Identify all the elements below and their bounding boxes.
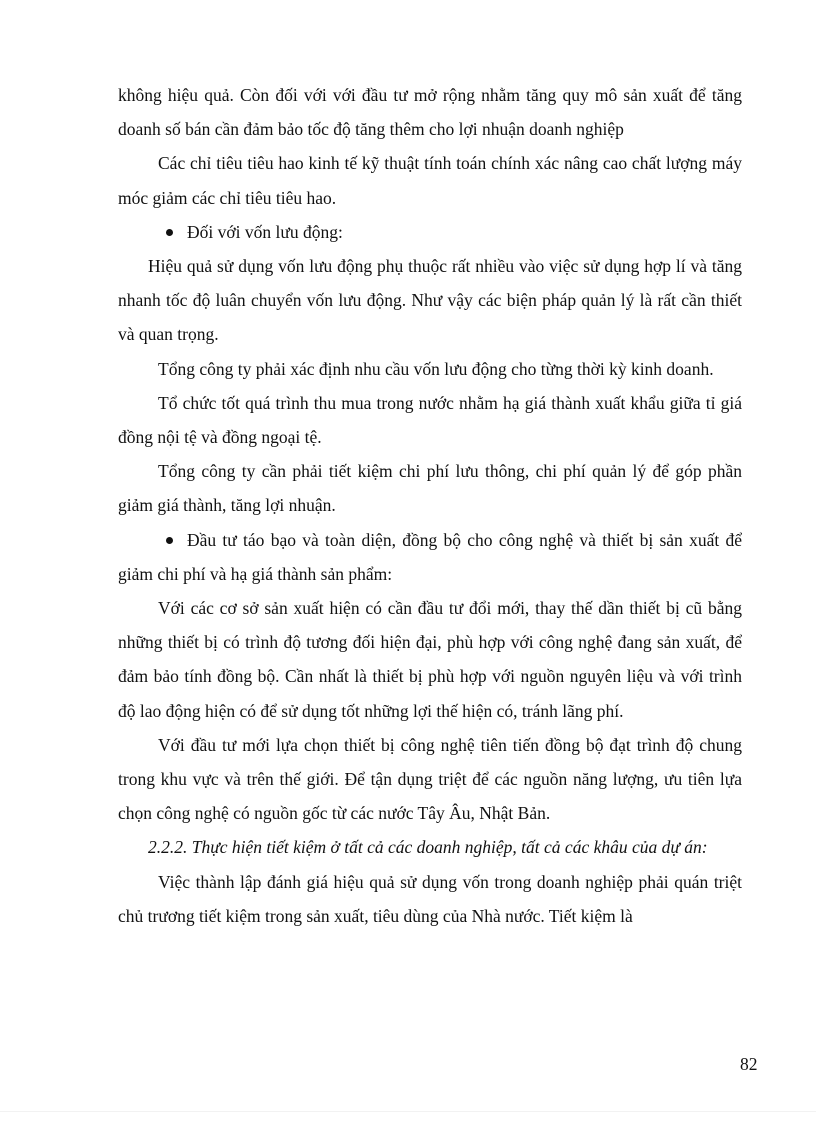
paragraph: Việc thành lập đánh giá hiệu quả sử dụng vốn trong doanh nghiệp phải quán triệt chủ trương tiết kiệm trong sản xuất, tiêu dùng của Nhà nước. Tiết kiệm là <box>118 871 742 926</box>
bullet-item <box>118 523 742 591</box>
paragraph: Các chỉ tiêu tiêu hao kinh tế kỹ thuật tính toán chính xác nâng cao chất lượng máy móc giảm các chỉ tiêu tiêu hao. <box>118 153 742 208</box>
paragraph: Tổng công ty phải xác định nhu cầu vốn lưu động cho từng thời kỳ kinh doanh. <box>158 358 714 379</box>
bullet-text: Đối với vốn lưu động: <box>187 221 343 242</box>
page-number: 82 <box>740 1054 758 1074</box>
paragraph: Với đầu tư mới lựa chọn thiết bị công nghệ tiên tiến đồng bộ đạt trình độ chung trong khu vực và trên thế giới. Để tận dụng triệt để các nguồn năng lượng, ưu tiên lựa chọn công nghệ có nguồn gốc từ các nước Tây Âu, Nhật Bản. <box>118 734 742 824</box>
section-heading: 2.2.2. Thực hiện tiết kiệm ở tất cả các doanh nghiệp, tất cả các khâu của dự án: <box>148 837 708 858</box>
paragraph: không hiệu quả. Còn đối với với đầu tư mở rộng nhằm tăng quy mô sản xuất để tăng doanh số bán cần đảm bảo tốc độ tăng thêm cho lợi nhuận doanh nghiệp <box>118 85 742 140</box>
paragraph: Với các cơ sở sản xuất hiện có cần đầu tư đổi mới, thay thế dần thiết bị cũ bằng những thiết bị có trình độ tương đối hiện đại, phù hợp với công nghệ đang sản xuất, để đảm bảo tính đồng bộ. Cần nhất là thiết bị phù hợp với nguồn nguyên liệu và với trình độ lao động hiện có để sử dụng tốt những lợi thế hiện có, tránh lãng phí. <box>118 598 742 721</box>
paragraph: Hiệu quả sử dụng vốn lưu động phụ thuộc rất nhiều vào việc sử dụng hợp lí và tăng nhanh tốc độ luân chuyển vốn lưu động. Như vậy các biện pháp quản lý là rất cần thiết và quan trọng. <box>118 256 742 345</box>
body-text <box>118 78 742 933</box>
bullet-item <box>118 215 742 249</box>
paragraph: Tổng công ty cần phải tiết kiệm chi phí lưu thông, chi phí quản lý để góp phần giảm giá thành, tăng lợi nhuận. <box>118 461 742 516</box>
paragraph: Tổ chức tốt quá trình thu mua trong nước nhằm hạ giá thành xuất khẩu giữa tỉ giá đồng nội tệ và đồng ngoại tệ. <box>118 392 742 448</box>
page-bottom-edge <box>0 1111 816 1112</box>
bullet-text: Đầu tư táo bạo và toàn diện, đồng bộ cho công nghệ và thiết bị sản xuất để giảm chi phí và hạ giá thành sản phẩm: <box>118 529 742 584</box>
